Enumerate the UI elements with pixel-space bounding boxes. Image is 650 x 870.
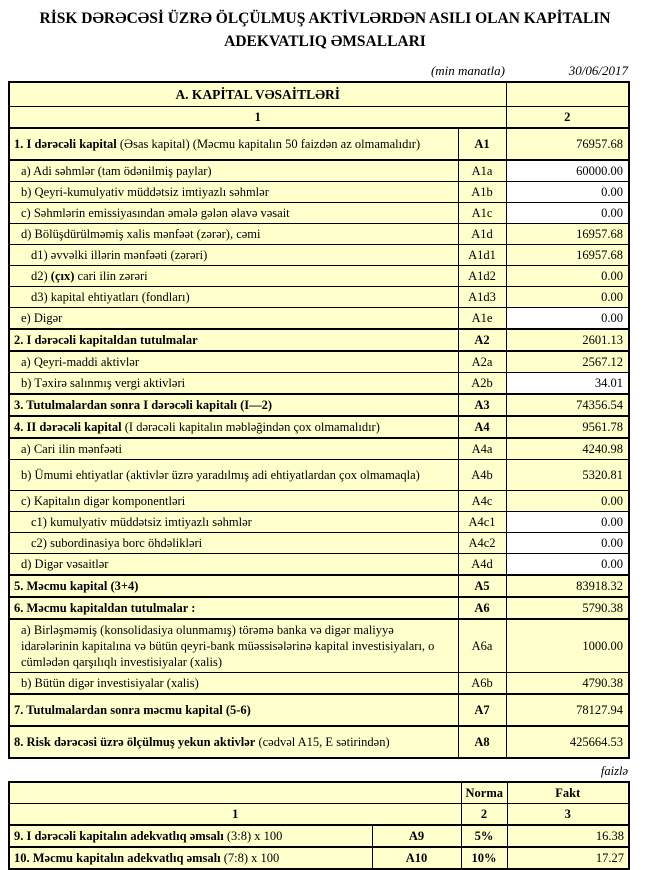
row-value: 1000.00: [506, 619, 629, 673]
row-label: b) Təxirə salınmış vergi aktivləri: [9, 372, 458, 394]
row-code: A4: [458, 416, 506, 438]
row-label: 7. Tutulmalardan sonra məcmu kapital (5-6): [9, 694, 458, 726]
row-code: A2a: [458, 351, 506, 373]
row-value: 4240.98: [506, 438, 629, 460]
row-value: 76957.68: [506, 128, 629, 160]
capital-row-A1d1: [9, 244, 629, 265]
row-label: a) Cari ilin mənfəəti: [9, 438, 458, 460]
capital-row-A1a: [9, 160, 629, 182]
row-label: 5. Məcmu kapital (3+4): [9, 575, 458, 597]
ratio-index-row: [9, 803, 629, 825]
capital-row-A4d: [9, 553, 629, 575]
ratio-row-A10: [9, 847, 629, 869]
ratio-header-row: [9, 782, 629, 804]
row-code: A1b: [458, 181, 506, 202]
capital-row-A3: [9, 394, 629, 416]
row-code: A6: [458, 597, 506, 619]
column-index-2: 2: [506, 106, 629, 128]
row-label: d3) kapital ehtiyatları (fondları): [9, 286, 458, 307]
row-value: 0.00: [506, 490, 629, 511]
capital-row-A5: [9, 575, 629, 597]
row-fakt: 16.38: [507, 825, 629, 847]
capital-row-A4c2: [9, 532, 629, 553]
row-code: A4a: [458, 438, 506, 460]
row-value: 2567.12: [506, 351, 629, 373]
row-value: 34.01: [506, 372, 629, 394]
row-fakt: 17.27: [507, 847, 629, 869]
row-code: A10: [372, 847, 461, 869]
capital-row-A1d2: [9, 265, 629, 286]
row-code: A1d3: [458, 286, 506, 307]
row-norma: 10%: [461, 847, 507, 869]
row-label: c) Kapitalın digər komponentləri: [9, 490, 458, 511]
row-value: 16957.68: [506, 223, 629, 244]
row-code: A1e: [458, 307, 506, 329]
row-label: d1) əvvəlki illərin mənfəəti (zərəri): [9, 244, 458, 265]
row-label: c) Səhmlərin emissiyasından əmələ gələn əlavə vəsait: [9, 202, 458, 223]
row-code: A3: [458, 394, 506, 416]
row-label: d) Digər vəsaitlər: [9, 553, 458, 575]
row-label: e) Digər: [9, 307, 458, 329]
percent-note: faizlə: [600, 763, 628, 778]
row-code: A4d: [458, 553, 506, 575]
row-value: 83918.32: [506, 575, 629, 597]
ratio-header-spacer: [9, 782, 461, 804]
row-code: A1a: [458, 160, 506, 182]
capital-row-A6: [9, 597, 629, 619]
row-code: A4b: [458, 459, 506, 490]
row-code: A6a: [458, 619, 506, 673]
row-value: 60000.00: [506, 160, 629, 182]
row-value: 0.00: [506, 532, 629, 553]
section-header-row: [9, 82, 629, 107]
row-code: A1d1: [458, 244, 506, 265]
row-label: 10. Məcmu kapitalın adekvatlıq əmsalı (7:8) x 100: [9, 847, 372, 869]
capital-table: [8, 81, 630, 759]
row-value: 5320.81: [506, 459, 629, 490]
row-label: 4. II dərəcəli kapital (I dərəcəli kapitalın məbləğindən çox olmamalıdır): [9, 416, 458, 438]
page-title: [18, 7, 632, 54]
row-value: 9561.78: [506, 416, 629, 438]
ratio-index-3: 3: [507, 803, 629, 825]
row-value: 0.00: [506, 307, 629, 329]
row-code: A6b: [458, 672, 506, 694]
meta-row: [8, 63, 628, 79]
row-label: c2) subordinasiya borc öhdəlikləri: [9, 532, 458, 553]
ratio-table: [8, 781, 630, 870]
unit-note: (min manatla): [430, 62, 505, 78]
row-label: a) Adi səhmlər (tam ödənilmiş paylar): [9, 160, 458, 182]
row-code: A1: [458, 128, 506, 160]
row-code: A4c2: [458, 532, 506, 553]
row-code: A4c1: [458, 511, 506, 532]
ratio-index-2: 2: [461, 803, 507, 825]
row-code: A1d2: [458, 265, 506, 286]
row-code: A1c: [458, 202, 506, 223]
row-label: 9. I dərəcəli kapitalın adekvatlıq əmsalı (3:8) x 100: [9, 825, 372, 847]
capital-row-A1e: [9, 307, 629, 329]
ratio-header-norma: Norma: [461, 782, 507, 804]
capital-row-A6b: [9, 672, 629, 694]
row-code: A5: [458, 575, 506, 597]
capital-row-A7: [9, 694, 629, 726]
row-value: 16957.68: [506, 244, 629, 265]
row-value: 4790.38: [506, 672, 629, 694]
capital-row-A1d3: [9, 286, 629, 307]
row-label: a) Birləşməmiş (konsolidasiya olunmamış) törəmə banka və digər maliyyə idarələrinin kapitalına və bütün qeyri-bank müəssisələrinə kapital investisiyaları, o cümlədən qarşılıqlı investisiyalar (xalis): [9, 619, 458, 673]
report-date: 30/06/2017: [568, 62, 628, 78]
row-label: d) Bölüşdürülməmiş xalis mənfəət (zərər), cəmi: [9, 223, 458, 244]
section-header: A. KAPİTAL VƏSAİTLƏRİ: [9, 82, 506, 107]
capital-row-A1: [9, 128, 629, 160]
capital-row-A4c: [9, 490, 629, 511]
row-value: 5790.38: [506, 597, 629, 619]
row-label: d2) (çıx) cari ilin zərəri: [9, 265, 458, 286]
row-code: A4c: [458, 490, 506, 511]
row-value: 2601.13: [506, 329, 629, 351]
row-label: 2. I dərəcəli kapitaldan tutulmalar: [9, 329, 458, 351]
row-label: b) Ümumi ehtiyatlar (aktivlər üzrə yaradılmış adi ehtiyatlardan çox olmamaqla): [9, 459, 458, 490]
capital-row-A4: [9, 416, 629, 438]
row-label: a) Qeyri-maddi aktivlər: [9, 351, 458, 373]
row-label: 1. I dərəcəli kapital (Əsas kapital) (Məcmu kapitalın 50 faizdən az olmamalıdır): [9, 128, 458, 160]
row-value: 0.00: [506, 553, 629, 575]
capital-row-A2a: [9, 351, 629, 373]
row-label: b) Bütün digər investisiyalar (xalis): [9, 672, 458, 694]
ratio-index-1: 1: [9, 803, 461, 825]
row-value: 0.00: [506, 202, 629, 223]
row-code: A8: [458, 726, 506, 758]
row-code: A2: [458, 329, 506, 351]
row-label: 3. Tutulmalardan sonra I dərəcəli kapitalı (I—2): [9, 394, 458, 416]
row-norma: 5%: [461, 825, 507, 847]
row-code: A2b: [458, 372, 506, 394]
capital-row-A6a: [9, 619, 629, 673]
page-title-line1: RİSK DƏRƏCƏSİ ÜZRƏ ÖLÇÜLMUŞ AKTİVLƏRDƏN ASILI OLAN KAPİTALIN: [39, 10, 611, 27]
section-header-spacer: [506, 82, 629, 107]
row-value: 0.00: [506, 286, 629, 307]
row-code: A9: [372, 825, 461, 847]
row-value: 0.00: [506, 265, 629, 286]
ratio-header-fakt: Fakt: [507, 782, 629, 804]
row-value: 425664.53: [506, 726, 629, 758]
row-label: 8. Risk dərəcəsi üzrə ölçülmuş yekun aktivlər (cədvəl A15, E sətirindən): [9, 726, 458, 758]
capital-row-A4b: [9, 459, 629, 490]
row-label: 6. Məcmu kapitaldan tutulmalar :: [9, 597, 458, 619]
row-value: 78127.94: [506, 694, 629, 726]
page-title-line2: ADEKVATLIQ ƏMSALLARI: [224, 33, 426, 51]
column-index-1: 1: [9, 106, 506, 128]
capital-row-A8: [9, 726, 629, 758]
capital-row-A4c1: [9, 511, 629, 532]
row-label: c1) kumulyativ müddətsiz imtiyazlı səhmlər: [9, 511, 458, 532]
row-value: 0.00: [506, 181, 629, 202]
ratio-row-A9: [9, 825, 629, 847]
row-value: 74356.54: [506, 394, 629, 416]
column-index-row: [9, 106, 629, 128]
capital-row-A1d: [9, 223, 629, 244]
capital-row-A1b: [9, 181, 629, 202]
capital-row-A1c: [9, 202, 629, 223]
row-value: 0.00: [506, 511, 629, 532]
row-code: A7: [458, 694, 506, 726]
capital-row-A2: [9, 329, 629, 351]
capital-row-A2b: [9, 372, 629, 394]
row-label: b) Qeyri-kumulyativ müddətsiz imtiyazlı səhmlər: [9, 181, 458, 202]
capital-row-A4a: [9, 438, 629, 460]
row-code: A1d: [458, 223, 506, 244]
